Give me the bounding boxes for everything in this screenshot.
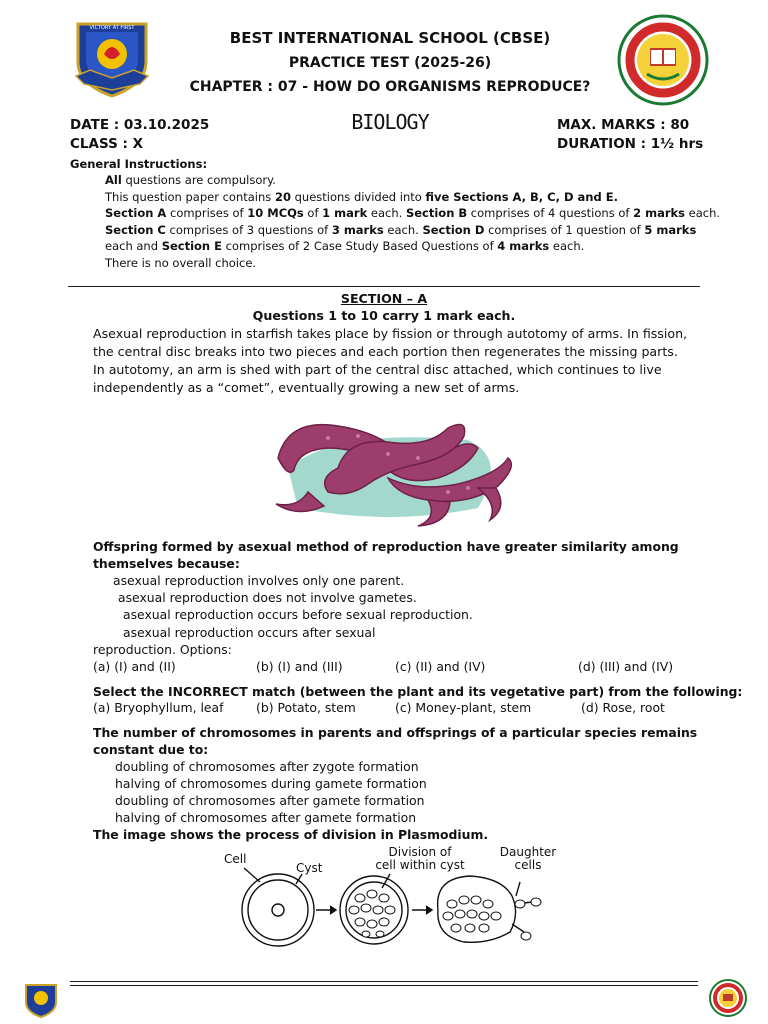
q2-option-b[interactable]: (b) Potato, stem [256, 700, 356, 715]
label-cyst: Cyst [296, 861, 323, 875]
label-division: Division of cell within cyst [375, 845, 465, 872]
exam-date: DATE : 03.10.2025 [70, 117, 210, 133]
footer-school-logo [22, 982, 60, 1018]
passage-line: the central disc breaks into two pieces and each portion then regenerates the missing parts. [93, 344, 678, 359]
instruction-line: each and Section E comprises of 2 Case Study Based Questions of 4 marks each. [105, 239, 585, 253]
q1-option-c[interactable]: (c) (II) and (IV) [395, 659, 486, 674]
duration: DURATION : 1½ hrs [557, 136, 704, 152]
section-divider [68, 286, 700, 287]
statement-3: asexual reproduction occurs before sexual reproduction. [123, 607, 473, 622]
max-marks: MAX. MARKS : 80 [557, 117, 690, 133]
q3-option-4[interactable]: halving of chromosomes after gamete formation [115, 810, 417, 825]
statement-1: asexual reproduction involves only one parent. [113, 573, 405, 588]
q3-option-2[interactable]: halving of chromosomes during gamete formation [115, 776, 427, 791]
q2-option-a[interactable]: (a) Bryophyllum, leaf [93, 700, 224, 715]
instruction-line: Section C comprises of 3 questions of 3 marks each. Section D comprises of 1 question of 5 marks [105, 222, 697, 237]
statement-2: asexual reproduction does not involve gametes. [118, 590, 417, 605]
options-lead: reproduction. Options: [93, 642, 232, 657]
cbse-logo [617, 14, 709, 106]
q3-option-1[interactable]: doubling of chromosomes after zygote formation [115, 759, 419, 774]
question-4-stem: The image shows the process of division in Plasmodium. [93, 827, 489, 842]
question-1-stem: Offspring formed by asexual method of reproduction have greater similarity among themselves because: [93, 539, 679, 571]
q1-option-d[interactable]: (d) (III) and (IV) [578, 659, 674, 674]
svg-text:VICTORY AT FIRST: VICTORY AT FIRST [89, 25, 135, 31]
school-logo [70, 18, 154, 98]
exam-class: CLASS : X [70, 136, 144, 152]
statement-4: asexual reproduction occurs after sexual [123, 625, 376, 640]
test-name: PRACTICE TEST (2025-26) [288, 55, 492, 71]
instruction-line: There is no overall choice. [105, 255, 257, 270]
plasmodium-diagram [220, 844, 565, 948]
label-daughter-cells: Daughter cells [499, 845, 557, 872]
school-name: BEST INTERNATIONAL SCHOOL (CBSE) [229, 29, 551, 47]
footer-rule-top [70, 981, 698, 982]
q2-option-d[interactable]: (d) Rose, root [581, 700, 665, 715]
section-a-subtitle: Questions 1 to 10 carry 1 mark each. [252, 308, 516, 323]
chapter-title: CHAPTER : 07 - HOW DO ORGANISMS REPRODUCE? [189, 79, 591, 95]
instruction-line: All questions are compulsory. [105, 173, 276, 187]
instruction-line: This question paper contains 20 questions divided into five Sections A, B, C, D and E. [105, 189, 618, 204]
instruction-line: Section A comprises of 10 MCQs of 1 mark each. Section B comprises of 4 questions of 2 marks each. [105, 206, 721, 220]
question-3-stem: The number of chromosomes in parents and offsprings of a particular species remains constant due to: [93, 725, 698, 757]
footer-cbse-logo [708, 978, 748, 1018]
q1-option-b[interactable]: (b) (I) and (III) [256, 659, 343, 674]
passage [93, 325, 713, 397]
passage-line: In autotomy, an arm is shed with part of the central disc attached, which continues to live [93, 362, 662, 377]
general-instructions [105, 172, 721, 271]
question-2-stem: Select the INCORRECT match (between the plant and its vegetative part) from the following: [93, 684, 743, 699]
q2-option-c[interactable]: (c) Money-plant, stem [395, 700, 532, 715]
subject-title: BIOLOGY [351, 110, 429, 134]
passage-line: Asexual reproduction in starfish takes place by fission or through autotomy of arms. In fission, [93, 326, 688, 341]
q3-option-3[interactable]: doubling of chromosomes after gamete formation [115, 793, 425, 808]
label-cell: Cell [224, 852, 247, 866]
instructions-heading: General Instructions: [70, 157, 208, 171]
passage-line: independently as a “comet”, eventually growing a new set of arms. [93, 380, 520, 395]
footer-rule-bottom [70, 985, 698, 986]
section-a-title: SECTION – A [340, 291, 428, 306]
q1-option-a[interactable]: (a) (I) and (II) [93, 659, 176, 674]
starfish-image [268, 408, 528, 532]
